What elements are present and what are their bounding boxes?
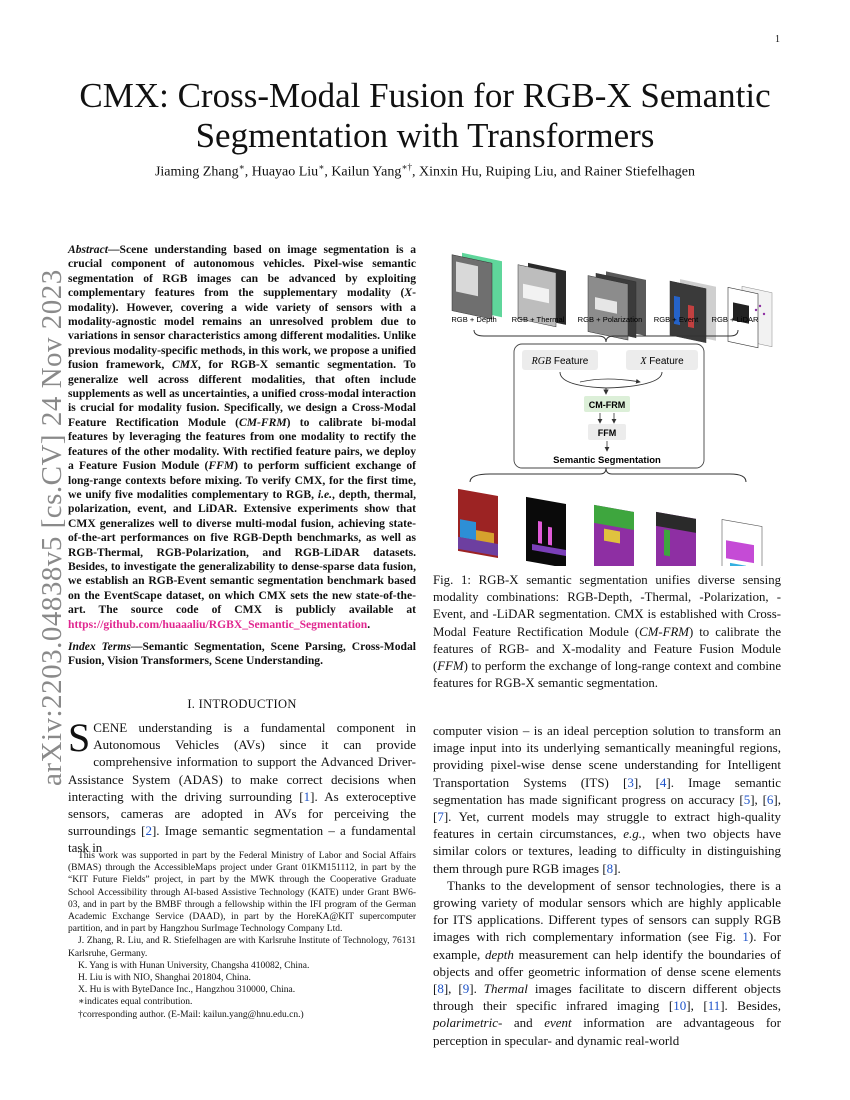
footnote: †corresponding author. (E-Mail: kailun.yang@hnu.edu.cn.) <box>78 1009 304 1020</box>
citation-link[interactable]: 5 <box>743 791 751 807</box>
svg-text:RGB Feature: RGB Feature <box>531 356 589 367</box>
arxiv-stamp: arXiv:2203.04838v5 [cs.CV] 24 Nov 2023 <box>36 269 68 786</box>
modality-label-lidar: RGB + LiDAR <box>711 315 759 324</box>
citation-link[interactable]: 4 <box>659 774 667 790</box>
right-column-text <box>433 722 781 1049</box>
semantic-segmentation-label: Semantic Segmentation <box>553 455 661 466</box>
paragraph: computer vision – is an ideal perception solution to transform an image input into its underlying semantically meaningful regions, providing pixel-wise dense scene understanding for Intelligent Transportation Systems (ITS) [3], [4]. Image semantic segmentation has made significant progress on accuracy [5], [6], [7]. Yet, current models may struggle to extract high-quality features in certain circumstances, e.g., when two objects have similar colors or textures, leading to difficulty in distinguishing them through pure RGB images [8]. <box>433 723 781 876</box>
drop-cap: S <box>68 715 91 760</box>
svg-text:FFM: FFM <box>597 428 617 438</box>
footnote: H. Liu is with NIO, Shanghai 201804, China. <box>78 973 251 984</box>
section-heading-introduction: I. INTRODUCTION <box>187 697 297 711</box>
modality-label-depth: RGB + Depth <box>451 315 497 324</box>
footnote: ∗indicates equal contribution. <box>78 997 193 1008</box>
segmentation-output-event <box>656 512 696 566</box>
citation-link[interactable]: 1 <box>303 788 311 804</box>
rgb-depth-images <box>452 253 502 319</box>
figure-caption: Fig. 1: RGB-X semantic segmentation unifies diverse sensing modality combinations: RGB-Depth, -Thermal, -Polarization, -Event, and -LiDAR segmentation. CMX is established with Cross-Modal Feature Rectification Module (CM-FRM) to calibrate the features of RGB- and X-modality and Feature Fusion Module (FFM) to perform the exchange of long-range context and combine features for RGB-X semantic segmentation. <box>433 573 781 691</box>
paper-title: CMX: Cross-Modal Fusion for RGB-X Semantic Segmentation with Transformers <box>79 76 771 155</box>
segmentation-output-thermal <box>526 497 566 566</box>
paragraph: Thanks to the development of sensor technologies, there is a growing variety of modular sensors which are highly applicable for ITS applications. Different types of sensors can supply RGB images with rich complementary information (see Fig. 1). For example, depth measurement can help identify the boundaries of objects and offer geometric information of dense scene elements [8], [9]. Thermal images facilitate to discern different objects through their specific infrared imaging [10], [11]. Besides, polarimetric- and event information are advantageous for perception in specular- and dynamic real-world <box>433 877 782 1048</box>
introduction-paragraph: SCENE understanding is a fundamental component in Autonomous Vehicles (AVs) since it can provide comprehensive information to support the Advanced Driver-Assistance System (ADAS) to make correct decisions when interacting with the driving surrounding [1]. As exteroceptive sensors, cameras are adopted in AVs for perceiving the surroundings [2]. Image semantic segmentation – a fundamental task in <box>68 715 417 856</box>
page-number: 1 <box>775 34 780 45</box>
segmentation-output-polarization <box>594 505 634 566</box>
modality-label-event: RGB + Event <box>653 315 699 324</box>
citation-link[interactable]: 10 <box>673 998 687 1014</box>
svg-text:CM-FRM: CM-FRM <box>588 400 626 410</box>
index-terms: Index Terms—Semantic Segmentation, Scene Parsing, Cross-Modal Fusion, Vision Transformers, Scene Understanding. <box>68 640 416 668</box>
modality-label-thermal: RGB + Thermal <box>511 315 565 324</box>
citation-link[interactable]: 8 <box>606 860 614 876</box>
modality-label-polarization: RGB + Polarization <box>577 315 643 324</box>
footnotes <box>68 850 416 1021</box>
citation-link[interactable]: 9 <box>462 981 470 997</box>
footnote: J. Zhang, R. Liu, and R. Stiefelhagen are with Karlsruhe Institute of Technology, 76131 Karlsruhe, Germany. <box>68 936 416 959</box>
svg-text:X Feature: X Feature <box>640 356 684 367</box>
citation-link[interactable]: 11 <box>707 998 721 1014</box>
rgb-event-images <box>670 279 716 343</box>
footnote: X. Hu is with ByteDance Inc., Hangzhou 310000, China. <box>78 985 296 996</box>
footnote: This work was supported in part by the Federal Ministry of Labor and Social Affairs (BMAS) through the AccessibleMaps project under Grant 01KM151112, in part by the “KIT Future Fields” project, in part by the MWK through the Cooperative Graduate School Accessibility through AI-based Assistive Technology (KATE) under Grant BW6-03, and in part by the BMBF through a fellowship within the IFI program of the German Academic Exchange Service (DAAD), in part by the HoreKA@KIT supercomputer partition, and in part by Hangzhou SurImage Technology Company Ltd. <box>68 851 416 935</box>
segmentation-output-lidar <box>722 519 762 566</box>
citation-link[interactable]: 6 <box>766 791 774 807</box>
segmentation-output-depth <box>458 489 498 558</box>
figure-link[interactable]: 1 <box>742 929 749 945</box>
figure-1 <box>430 236 782 566</box>
abstract: Abstract—Scene understanding based on image segmentation is a crucial component of autonomous vehicles. Pixel-wise semantic segmentation of RGB images can be advanced by exploiting complementary features from the supplementary modality (X-modality). However, covering a wide variety of sensors with a modality-agnostic model remains an unresolved problem due to variations in sensor characteristics among different modalities. Unlike previous modality-specific methods, in this work, we propose a unified fusion framework, CMX, for RGB-X semantic segmentation. To generalize well across different modalities, that often include supplements as well as uncertainties, a unified cross-modal interaction is crucial for modality fusion. Specifically, we design a Cross-Modal Feature Rectification Module (CM-FRM) to calibrate bi-modal features by leveraging the features from one modality to rectify the features of the other modality. With rectified feature pairs, we deploy a Feature Fusion Module (FFM) to perform sufficient exchange of long-range contexts before mixing. To verify CMX, for the first time, we unify five modalities complementary to RGB, i.e., depth, thermal, polarization, event, and LiDAR. Extensive experiments show that CMX generalizes well to diverse multi-modal fusion, achieving state-of-the-art performances on five RGB-Depth benchmarks, as well as RGB-Thermal, RGB-Polarization, and RGB-LiDAR datasets. Besides, to investigate the generalizability to dense-sparse data fusion, we establish an RGB-Event semantic segmentation benchmark based on the EventScape dataset, on which CMX sets the new state-of-the-art. The source code of CMX is publicly available at https://github.com/huaaaliu/RGBX_Semantic_Segmentation. <box>68 243 417 631</box>
citation-link[interactable]: 8 <box>437 981 444 997</box>
citation-link[interactable]: 7 <box>437 809 444 825</box>
source-code-link[interactable]: https://github.com/huaaaliu/RGBX_Semantic_Segmentation <box>68 617 368 631</box>
citation-link[interactable]: 3 <box>627 774 634 790</box>
rgb-polarization-images <box>588 271 646 340</box>
citation-link[interactable]: 2 <box>145 823 152 839</box>
author-list: Jiaming Zhang∗, Huayao Liu∗, Kailun Yang∗†, Xinxin Hu, Ruiping Liu, and Rainer Stiefelhagen <box>154 162 696 180</box>
footnote: K. Yang is with Hunan University, Changsha 410082, China. <box>78 960 310 971</box>
